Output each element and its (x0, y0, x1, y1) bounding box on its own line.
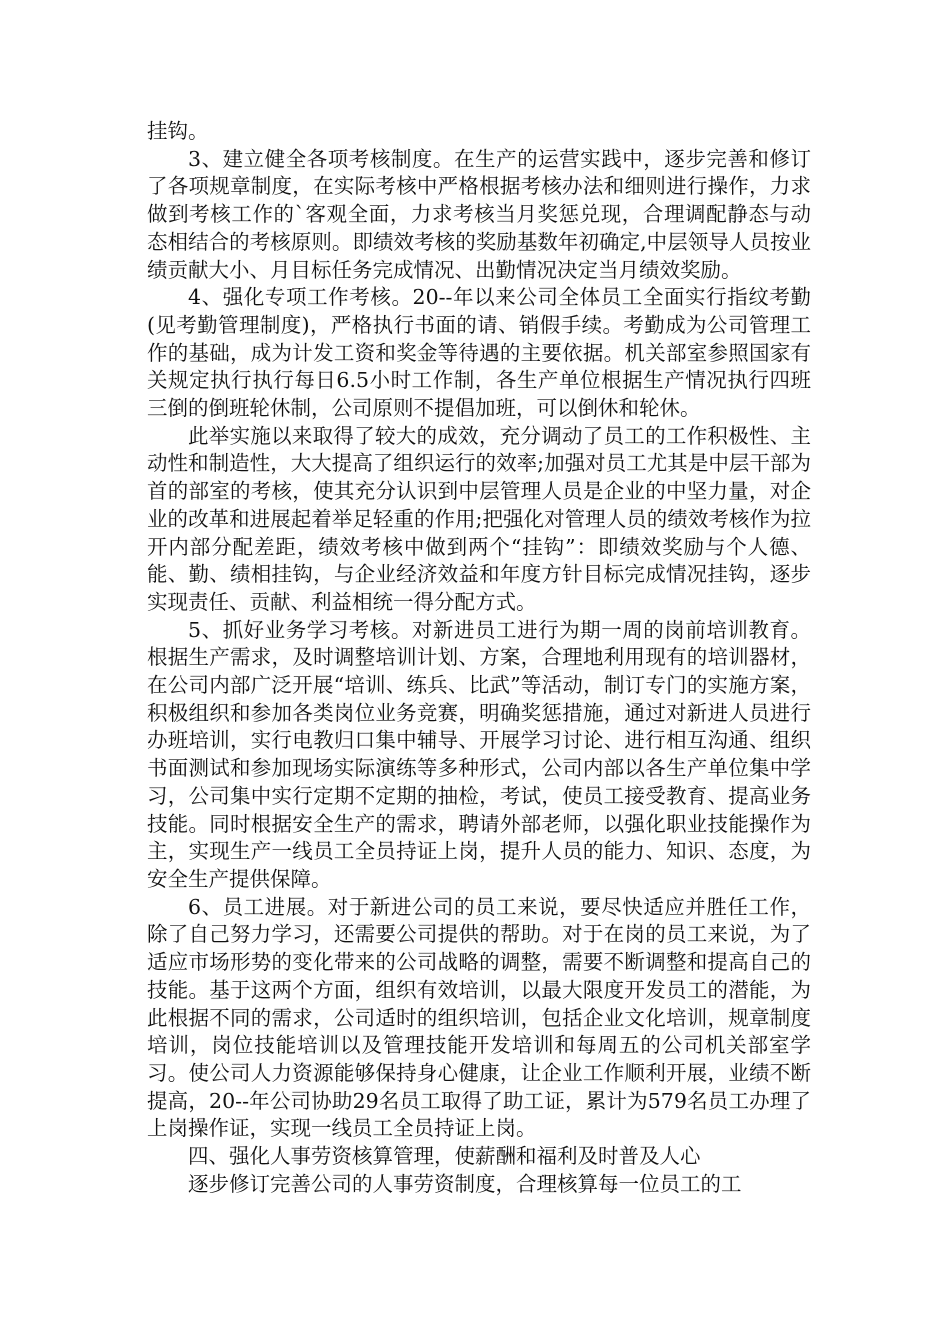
paragraph-payroll: 逐步修订完善公司的人事劳资制度，合理核算每一位员工的工 (188, 1171, 742, 1196)
paragraph-special-assessment: 4、强化专项工作考核。20--年以来公司全体员工全面实行指纹考勤(见考勤管理制度)，严格执行书面的请、销假手续。考勤成为公司管理工作的基础，成为计发工资和奖金等待遇的主要依据。机关部室参照国家有关规定执行执行每日6.5小时工作制，各生产单位根据生产情况执行四班三倒的倒班轮休制，公司原则不提倡加班，可以倒休和轮休。 (147, 285, 811, 421)
paragraph-employee-development: 6、员工进展。对于新进公司的员工来说，要尽快适应并胜任工作，除了自己努力学习，还需要公司提供的帮助。对于在岗的员工来说，为了适应市场形势的变化带来的公司战略的调整，需要不断调整和提高自己的技能。基于这两个方面，组织有效培训，以最大限度开发员工的潜能，为此根据不同的需求，公司适时的组织培训，包括企业文化培训，规章制度培训，岗位技能培训以及管理技能开发培训和每周五的公司机关部室学习。使公司人力资源能够保持身心健康，让企业工作顺利开展，业绩不断提高，20--年公司协助29名员工取得了助工证，累计为579名员工办理了上岗操作证，实现一线员工全员持证上岗。 (147, 894, 811, 1141)
paragraph-study-assessment: 5、抓好业务学习考核。对新进员工进行为期一周的岗前培训教育。根据生产需求，及时调整培训计划、方案，合理地利用现有的培训器材，在公司内部广泛开展“培训、练兵、比武”等活动，制订专门的实施方案，积极组织和参加各类岗位业务竞赛，明确奖惩措施，通过对新进人员进行办班培训，实行电教归口集中辅导、开展学习讨论、进行相互沟通、组织书面测试和参加现场实际演练等多种形式，公司内部以各生产单位集中学习，公司集中实行定期不定期的抽检，考试，使员工接受教育、提高业务技能。同时根据安全生产的需求，聘请外部老师，以强化职业技能操作为主，实现生产一线员工全员持证上岗，提升人员的能力、知识、态度，为安全生产提供保障。 (147, 617, 811, 891)
section-heading: 四、强化人事劳资核算管理，使薪酬和福利及时普及人心 (188, 1144, 701, 1169)
paragraph-results: 此举实施以来取得了较大的成效，充分调动了员工的工作积极性、主动性和制造性，大大提高了组织运行的效率;加强对员工尤其是中层干部为首的部室的考核，使其充分认识到中层管理人员是企业的中坚力量，对企业的改革和进展起着举足轻重的作用;把强化对管理人员的绩效考核作为拉开内部分配差距，绩效考核中做到两个“挂钩”：即绩效奖励与个人德、能、勤、绩相挂钩，与企业经济效益和年度方针目标完成情况挂钩，逐步实现责任、贡献、利益相统一得分配方式。 (147, 423, 811, 614)
paragraph-assessment-system: 3、建立健全各项考核制度。在生产的运营实践中，逐步完善和修订了各项规章制度，在实际考核中严格根据考核办法和细则进行操作，力求做到考核工作的`客观全面，力求考核当月奖惩兑现，合理调配静态与动态相结合的考核原则。即绩效考核的奖励基数年初确定,中层领导人员按业绩贡献大小、月目标任务完成情况、出勤情况决定当月绩效奖励。 (147, 146, 811, 282)
document-page (147, 118, 811, 1198)
paragraph-continuation: 挂钩。 (147, 119, 209, 143)
